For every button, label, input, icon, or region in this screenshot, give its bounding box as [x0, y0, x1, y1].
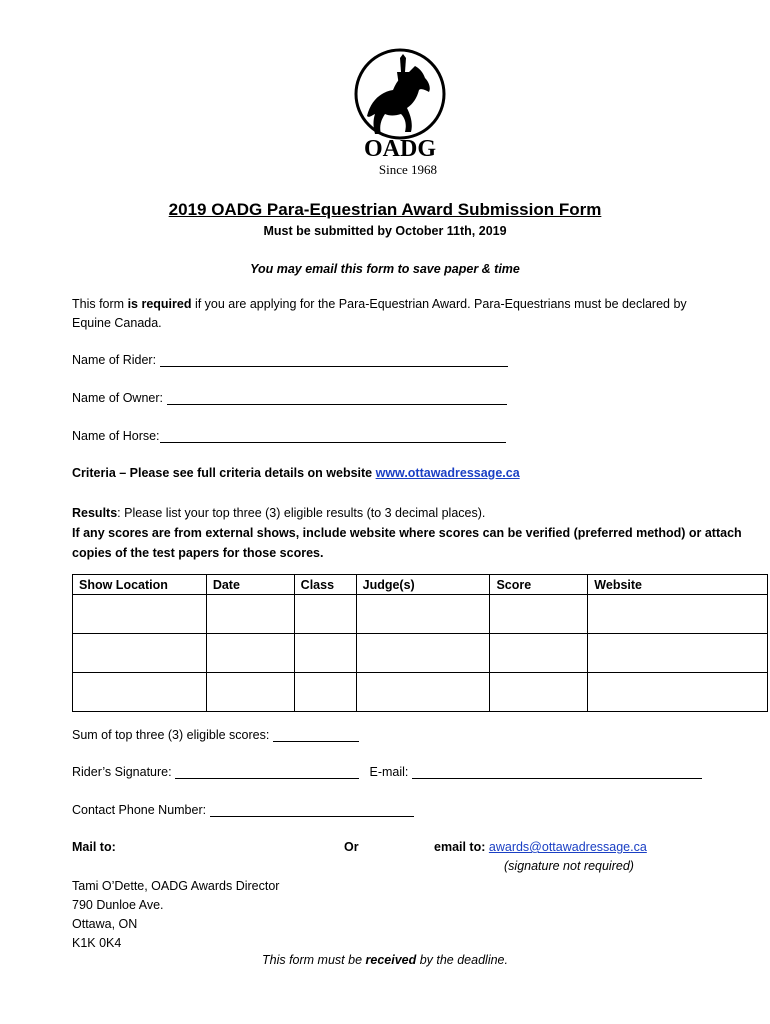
table-header-row [73, 575, 768, 595]
table-cell[interactable] [206, 595, 294, 634]
signature-field[interactable] [72, 764, 702, 779]
email-note: You may email this form to save paper & time [250, 262, 520, 276]
horse-name-input[interactable] [160, 428, 506, 443]
email-label: E-mail: [369, 765, 409, 779]
table-cell[interactable] [356, 673, 490, 712]
deadline-footer: This form must be received by the deadline. [262, 953, 508, 967]
email-to-line: email to: awards@ottawadressage.ca [434, 840, 647, 854]
scores-table [72, 574, 768, 712]
table-cell[interactable] [356, 595, 490, 634]
col-class: Class [294, 575, 356, 595]
table-cell[interactable] [73, 673, 207, 712]
phone-field[interactable] [72, 802, 414, 817]
col-judges: Judge(s) [356, 575, 490, 595]
sum-scores-field[interactable] [72, 727, 359, 742]
table-cell[interactable] [490, 634, 588, 673]
table-cell[interactable] [294, 673, 356, 712]
signature-not-required-note: (signature not required) [504, 859, 634, 873]
table-cell[interactable] [490, 673, 588, 712]
page-title: 2019 OADG Para-Equestrian Award Submission Form [168, 200, 602, 219]
signature-input[interactable] [175, 764, 359, 779]
owner-name-label: Name of Owner: [72, 391, 164, 405]
phone-input[interactable] [210, 802, 414, 817]
col-score: Score [490, 575, 588, 595]
results-instructions: Results: Please list your top three (3) eligible results (to 3 decimal places). If any scores are from external shows, include website where scores can be verified (preferred method) or attach copies of the test papers for those scores. [72, 506, 742, 560]
address-line: K1K 0K4 [72, 936, 122, 950]
table-row[interactable] [73, 595, 768, 634]
signature-label: Rider’s Signature: [72, 765, 172, 779]
deadline-subtitle: Must be submitted by October 11th, 2019 [263, 224, 507, 238]
table-cell[interactable] [490, 595, 588, 634]
email-input[interactable] [412, 764, 702, 779]
table-cell[interactable] [294, 595, 356, 634]
address-line: 790 Dunloe Ave. [72, 898, 164, 912]
website-link[interactable]: www.ottawadressage.ca [375, 466, 520, 480]
table-cell[interactable] [294, 634, 356, 673]
table-cell[interactable] [588, 673, 768, 712]
col-date: Date [206, 575, 294, 595]
rider-name-label: Name of Rider: [72, 353, 157, 367]
or-label: Or [344, 840, 359, 854]
col-website: Website [588, 575, 768, 595]
awards-email-link[interactable]: awards@ottawadressage.ca [488, 840, 647, 854]
owner-name-input[interactable] [167, 390, 507, 405]
table-cell[interactable] [206, 634, 294, 673]
since-year: Since 1968 [378, 162, 438, 177]
address-line: Tami O’Dette, OADG Awards Director [72, 879, 280, 893]
phone-label: Contact Phone Number: [72, 803, 207, 817]
horse-name-field[interactable] [72, 428, 506, 443]
table-row[interactable] [73, 673, 768, 712]
table-row[interactable] [73, 634, 768, 673]
rider-name-input[interactable] [160, 352, 508, 367]
col-show-location: Show Location [73, 575, 207, 595]
mail-to-label: Mail to: [72, 840, 116, 854]
horse-name-label: Name of Horse: [72, 429, 160, 443]
table-cell[interactable] [206, 673, 294, 712]
svg-text:OADG: OADG [364, 136, 436, 162]
table-cell[interactable] [588, 634, 768, 673]
table-cell[interactable] [73, 634, 207, 673]
criteria-line: Criteria – Please see full criteria details on website www.ottawadressage.ca [72, 466, 520, 480]
table-cell[interactable] [588, 595, 768, 634]
table-cell[interactable] [356, 634, 490, 673]
sum-scores-label: Sum of top three (3) eligible scores: [72, 728, 270, 742]
address-line: Ottawa, ON [72, 917, 138, 931]
owner-name-field[interactable] [72, 390, 507, 405]
rider-name-field[interactable] [72, 352, 508, 367]
mailing-address [72, 877, 279, 953]
intro-paragraph: This form is required if you are applying for the Para-Equestrian Award. Para-Equestrians must be declared by Equine Canada. [72, 297, 687, 330]
table-cell[interactable] [73, 595, 207, 634]
sum-scores-input[interactable] [273, 727, 359, 742]
oadg-logo [345, 46, 455, 180]
